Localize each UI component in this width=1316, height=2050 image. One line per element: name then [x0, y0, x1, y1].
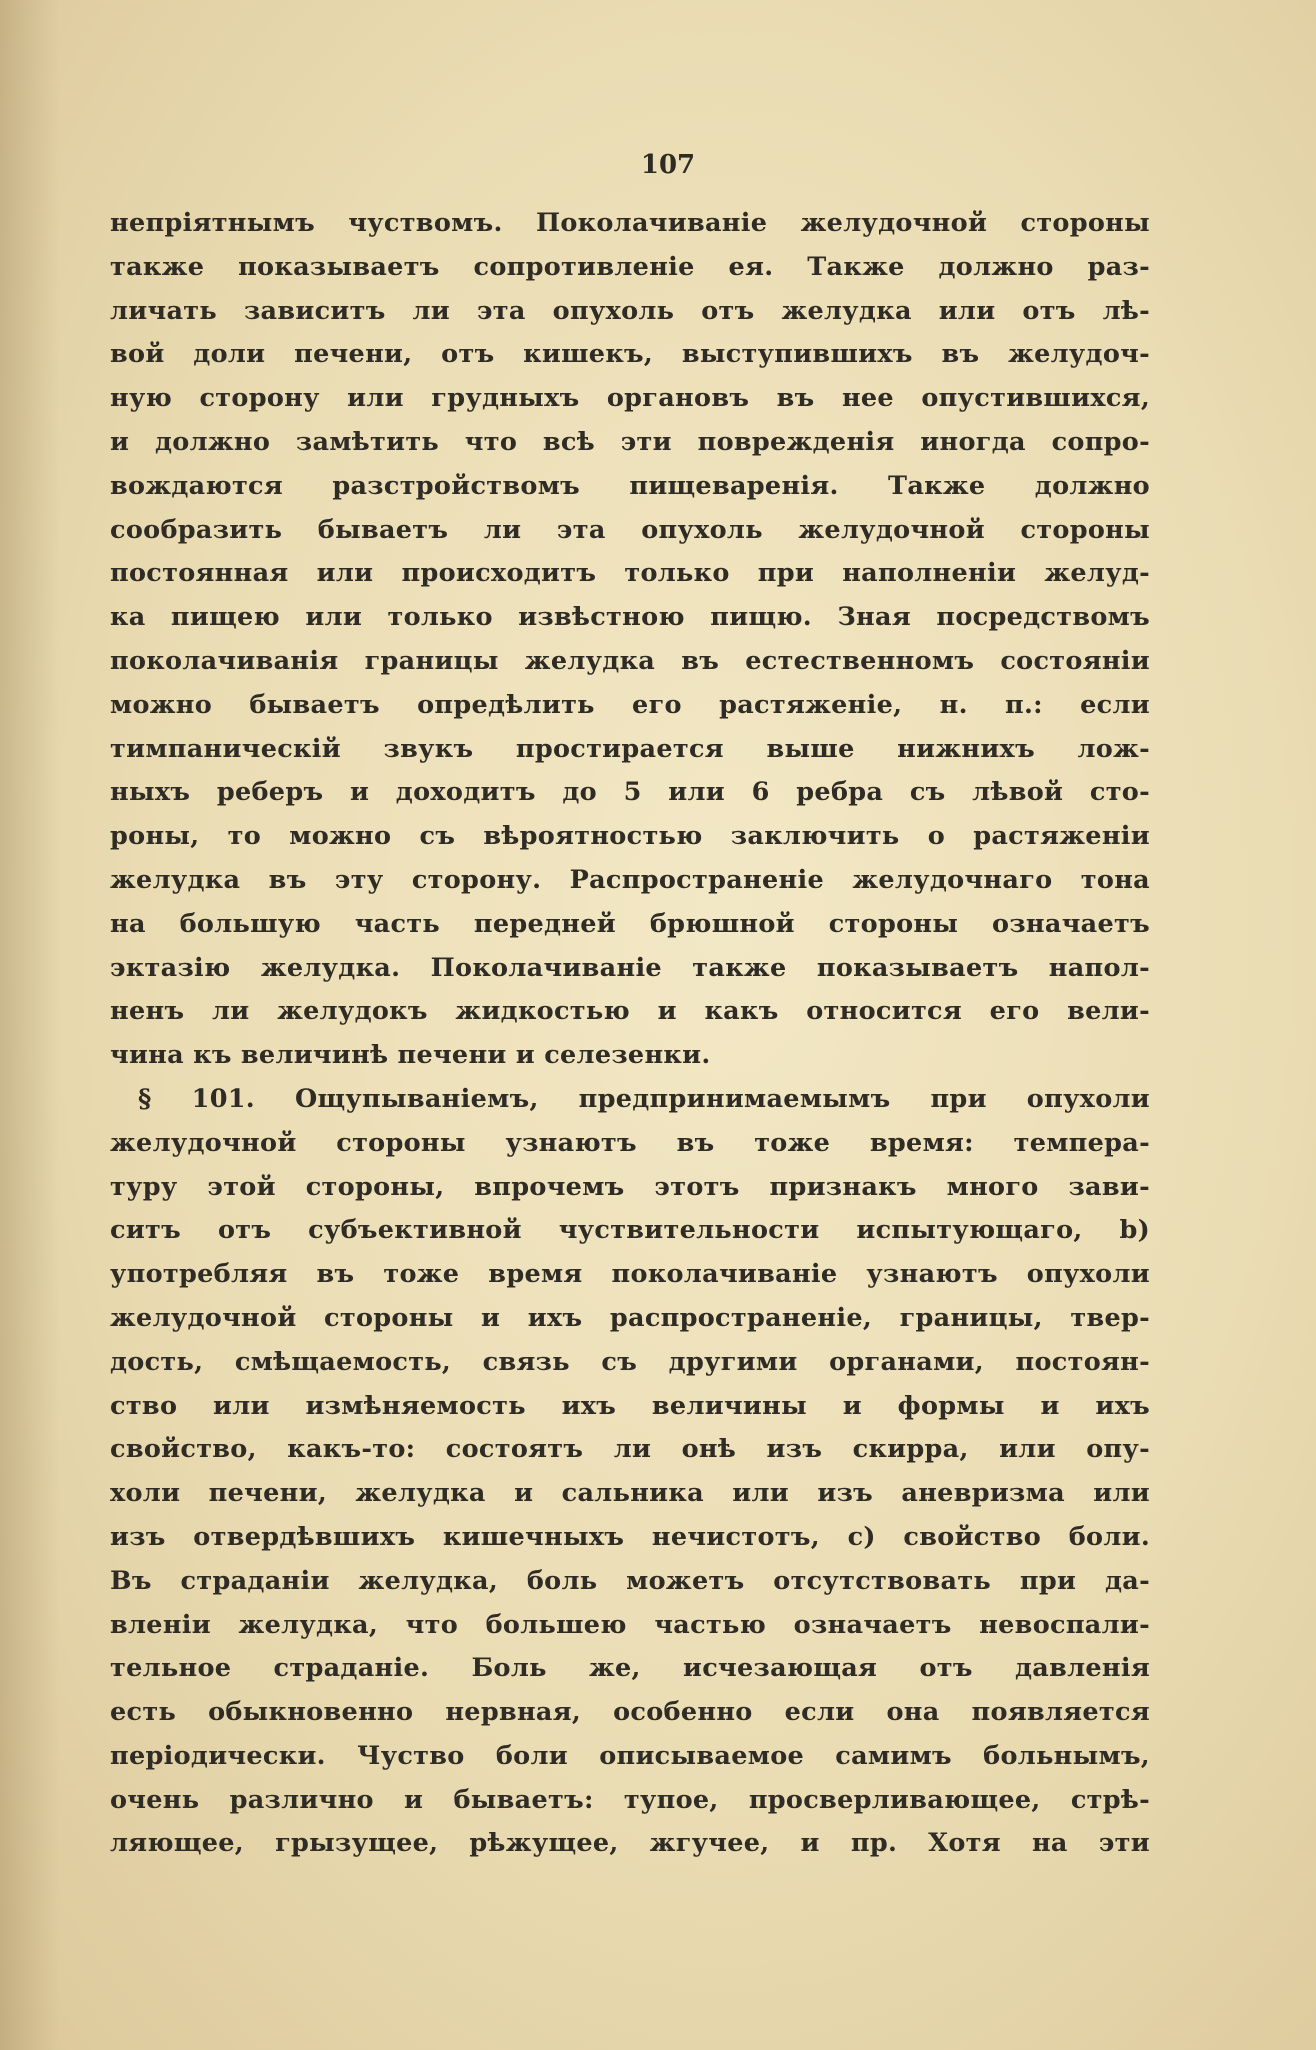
- text-line: вленіи желудка, что большею частью означаетъ невоспали-: [110, 1609, 1150, 1640]
- text-line: ную сторону или грудныхъ органовъ въ нее опустившихся,: [110, 383, 1150, 414]
- text-line: очень различно и бываетъ: тупое, просверливающее, стрѣ-: [110, 1784, 1150, 1815]
- text-line: желудка въ эту сторону. Распространеніе желудочнаго тона: [110, 864, 1150, 895]
- text-line: ситъ отъ субъективной чуствительности испытующаго, b): [110, 1215, 1150, 1246]
- text-line: и должно замѣтить что всѣ эти поврежденія иногда сопро-: [110, 426, 1150, 457]
- text-line: употребляя въ тоже время поколачиваніе узнаютъ опухоли: [110, 1259, 1150, 1290]
- text-line: роны, то можно съ вѣроятностью заключить о растяженіи: [110, 821, 1150, 852]
- text-line: туру этой стороны, впрочемъ этотъ признакъ много зави-: [110, 1171, 1150, 1202]
- text-line: ныхъ реберъ и доходитъ до 5 или 6 ребра съ лѣвой сто-: [110, 777, 1150, 808]
- text-line: свойство, какъ-то: состоятъ ли онѣ изъ скирра, или опу-: [110, 1434, 1150, 1465]
- text-line: есть обыкновенно нервная, особенно если она появляется: [110, 1697, 1150, 1728]
- body-text: [110, 202, 1150, 1866]
- text-line: ство или измѣняемость ихъ величины и формы и ихъ: [110, 1390, 1150, 1421]
- text-line: тельное страданіе. Боль же, исчезающая отъ давленія: [110, 1653, 1150, 1684]
- text-line: поколачиванія границы желудка въ естественномъ состояніи: [110, 645, 1150, 676]
- text-line: непріятнымъ чуствомъ. Поколачиваніе желудочной стороны: [110, 208, 1150, 238]
- text-line: личать зависитъ ли эта опухоль отъ желудка или отъ лѣ-: [110, 295, 1150, 326]
- text-line: дость, смѣщаемость, связь съ другими органами, постоян-: [110, 1346, 1150, 1377]
- text-line: можно бываетъ опредѣлить его растяженіе, н. п.: если: [110, 689, 1150, 720]
- page-edge-shadow: [0, 0, 60, 2050]
- text-line: Въ страданіи желудка, боль можетъ отсутствовать при да-: [110, 1565, 1150, 1596]
- text-line: вой доли печени, отъ кишекъ, выступившихъ въ желудоч-: [110, 339, 1150, 370]
- text-line: изъ отвердѣвшихъ кишечныхъ нечистотъ, c) свойство боли.: [110, 1521, 1150, 1552]
- text-line: постоянная или происходитъ только при наполненіи желуд-: [110, 558, 1150, 589]
- text-line: періодически. Чуство боли описываемое самимъ больнымъ,: [110, 1740, 1150, 1771]
- text-line: тимпаническій звукъ простирается выше нижнихъ лож-: [110, 733, 1150, 764]
- text-line: чина къ величинѣ печени и селезенки.: [110, 1040, 711, 1071]
- text-line: также показываетъ сопротивленіе ея. Также должно раз-: [110, 251, 1150, 282]
- text-line: вождаются разстройствомъ пищеваренія. Также должно: [110, 470, 1150, 501]
- text-line: эктазію желудка. Поколачиваніе также показываетъ напол-: [110, 952, 1150, 983]
- text-line: сообразить бываетъ ли эта опухоль желудочной стороны: [110, 514, 1150, 545]
- text-line: желудочной стороны и ихъ распространеніе, границы, твер-: [110, 1302, 1150, 1333]
- page-number: 107: [640, 150, 696, 180]
- text-line: на большую часть передней брюшной стороны означаетъ: [110, 908, 1150, 939]
- text-line: холи печени, желудка и сальника или изъ аневризма или: [110, 1478, 1150, 1509]
- text-line: ненъ ли желудокъ жидкостью и какъ относится его вели-: [110, 996, 1150, 1027]
- text-line: ляющее, грызущее, рѣжущее, жгучее, и пр. Хотя на эти: [110, 1828, 1150, 1859]
- paragraph-start-line: § 101. Ощупываніемъ, предпринимаемымъ при опухоли: [138, 1083, 1150, 1114]
- text-line: ка пищею или только извѣстною пищю. Зная посредствомъ: [110, 602, 1150, 633]
- text-line: желудочной стороны узнаютъ въ тоже время: темпера-: [110, 1127, 1150, 1158]
